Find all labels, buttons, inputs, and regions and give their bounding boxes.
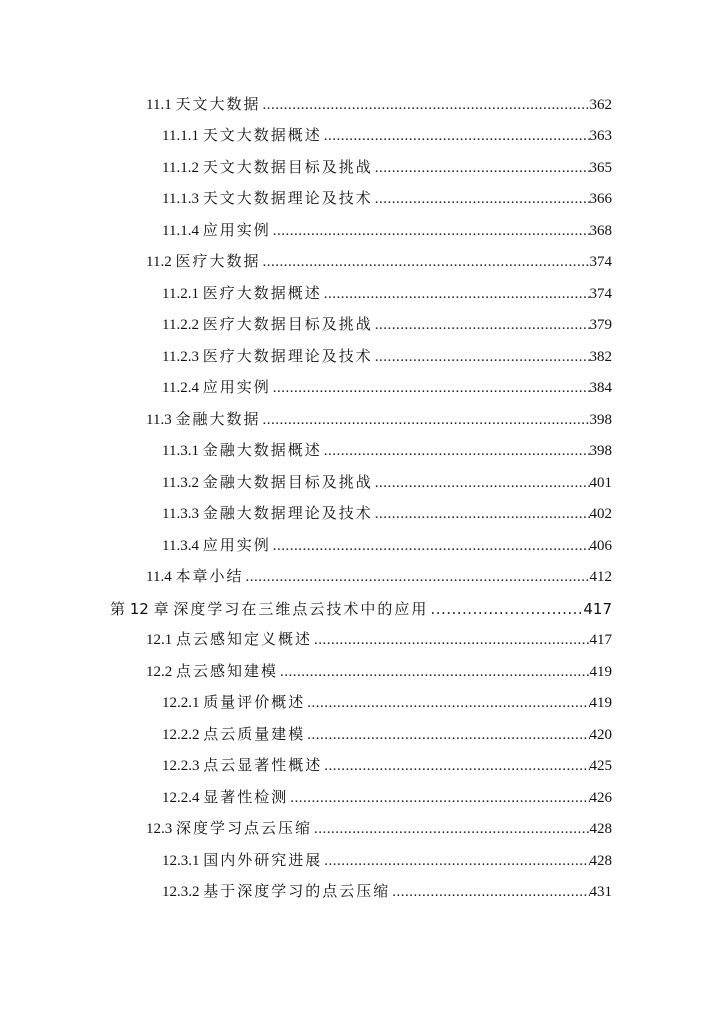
entry-number: 12.1 [146, 632, 173, 649]
dot-leader [262, 409, 589, 431]
entry-title: 医疗大数据目标及挑战 [202, 317, 373, 334]
entry-label [162, 535, 273, 557]
entry-page-number: 366 [589, 191, 612, 208]
entry-title: 应用实例 [202, 380, 271, 397]
dot-leader [375, 472, 590, 494]
entry-label [146, 629, 314, 651]
dot-leader [273, 377, 590, 399]
toc-entry[interactable] [146, 656, 612, 688]
entry-title: 金融大数据目标及挑战 [202, 474, 373, 491]
entry-number: 第 12 章 [110, 599, 169, 618]
entry-page-number: 426 [589, 789, 612, 806]
entry-title: 点云感知建模 [176, 663, 279, 680]
toc-entry[interactable] [162, 310, 612, 342]
entry-number: 11.1.2 [162, 159, 199, 176]
dot-leader [375, 188, 590, 210]
toc-entry[interactable] [162, 436, 612, 468]
entry-page-number: 382 [589, 348, 612, 365]
entry-page-number: 425 [589, 758, 612, 775]
entry-title: 应用实例 [202, 537, 271, 554]
entry-page-number: 428 [589, 821, 612, 838]
entry-page-number: 362 [589, 96, 612, 113]
entry-title: 点云质量建模 [203, 726, 306, 743]
entry-title: 天文大数据目标及挑战 [202, 159, 373, 176]
dot-leader [273, 220, 590, 242]
entry-page-number: 406 [589, 537, 612, 554]
entry-label [146, 818, 314, 840]
toc-entry[interactable] [146, 814, 612, 846]
entry-label [162, 314, 375, 336]
entry-number: 11.1.1 [162, 128, 199, 145]
entry-label [162, 472, 375, 494]
toc-entry[interactable] [162, 782, 612, 814]
entry-title: 显著性检测 [203, 789, 289, 806]
dot-leader [375, 314, 590, 336]
entry-label [146, 94, 262, 116]
entry-number: 12.2.1 [162, 695, 200, 712]
entry-label [162, 188, 375, 210]
dot-leader [375, 503, 590, 525]
entry-label [110, 598, 430, 620]
entry-label [146, 566, 245, 588]
dot-leader [430, 598, 583, 620]
dot-leader [273, 535, 590, 557]
entry-title: 国内外研究进展 [203, 852, 323, 869]
entry-title: 天文大数据 [175, 96, 261, 113]
entry-number: 12.2 [146, 663, 173, 680]
entry-title: 医疗大数据 [175, 254, 261, 271]
dot-leader [280, 661, 589, 683]
dot-leader [375, 157, 590, 179]
entry-number: 11.2.4 [162, 380, 199, 397]
toc-entry[interactable] [162, 467, 612, 499]
dot-leader [324, 850, 589, 872]
toc-entry[interactable] [162, 688, 612, 720]
toc-entry[interactable] [162, 530, 612, 562]
toc-entry[interactable] [162, 215, 612, 247]
entry-page-number: 419 [589, 663, 612, 680]
entry-label [162, 724, 307, 746]
entry-page-number: 374 [589, 285, 612, 302]
entry-number: 11.4 [146, 569, 172, 586]
entry-page-number: 365 [589, 159, 612, 176]
entry-label [146, 409, 262, 431]
entry-title: 天文大数据理论及技术 [202, 191, 373, 208]
entry-number: 12.3 [146, 821, 173, 838]
entry-number: 12.3.2 [162, 884, 200, 901]
entry-page-number: 428 [589, 852, 612, 869]
entry-number: 11.2.1 [162, 285, 199, 302]
entry-number: 11.1 [146, 96, 172, 113]
entry-title: 应用实例 [202, 222, 271, 239]
entry-number: 11.3.4 [162, 537, 199, 554]
entry-number: 11.3 [146, 411, 172, 428]
entry-label [162, 346, 375, 368]
toc-entry[interactable] [162, 152, 612, 184]
entry-title: 天文大数据概述 [202, 128, 322, 145]
toc-entry[interactable] [162, 845, 612, 877]
entry-page-number: 374 [589, 254, 612, 271]
entry-label [146, 251, 262, 273]
entry-page-number: 398 [589, 443, 612, 460]
entry-number: 11.3.1 [162, 443, 199, 460]
dot-leader [307, 724, 589, 746]
toc-entry[interactable] [162, 373, 612, 405]
entry-label [146, 661, 280, 683]
toc-entry[interactable] [162, 121, 612, 153]
entry-label [162, 850, 324, 872]
entry-page-number: 363 [589, 128, 612, 145]
toc-entry[interactable] [162, 719, 612, 751]
entry-label [162, 220, 273, 242]
entry-title: 深度学习点云压缩 [176, 821, 313, 838]
entry-page-number: 417 [583, 599, 612, 618]
entry-page-number: 401 [589, 474, 612, 491]
entry-label [162, 125, 324, 147]
dot-leader [314, 818, 589, 840]
toc-chapter-entry[interactable] [110, 593, 612, 625]
toc-entry[interactable] [146, 247, 612, 279]
entry-page-number: 417 [589, 632, 612, 649]
toc-entry[interactable] [146, 625, 612, 657]
entry-title: 质量评价概述 [203, 695, 306, 712]
entry-number: 12.3.1 [162, 852, 200, 869]
entry-number: 11.1.4 [162, 222, 199, 239]
dot-leader [245, 566, 589, 588]
toc-entry[interactable] [162, 341, 612, 373]
entry-label [162, 377, 273, 399]
entry-number: 11.2.3 [162, 348, 199, 365]
entry-label [162, 157, 375, 179]
dot-leader [375, 346, 590, 368]
dot-leader [324, 283, 590, 305]
entry-number: 12.2.2 [162, 726, 200, 743]
toc-entry[interactable] [146, 89, 612, 121]
toc-entry[interactable] [162, 499, 612, 531]
entry-title: 本章小结 [175, 569, 244, 586]
entry-label [162, 755, 324, 777]
toc-entry[interactable] [162, 751, 612, 783]
entry-page-number: 398 [589, 411, 612, 428]
entry-title: 医疗大数据概述 [202, 285, 322, 302]
entry-page-number: 431 [589, 884, 612, 901]
entry-label [162, 503, 375, 525]
entry-label [162, 787, 290, 809]
entry-page-number: 384 [589, 380, 612, 397]
toc-entry[interactable] [146, 404, 612, 436]
toc-entry[interactable] [162, 877, 612, 909]
entry-label [162, 283, 324, 305]
entry-title: 点云显著性概述 [203, 758, 323, 775]
dot-leader [290, 787, 589, 809]
dot-leader [392, 881, 589, 903]
entry-number: 11.2.2 [162, 317, 199, 334]
entry-page-number: 379 [589, 317, 612, 334]
entry-title: 金融大数据 [175, 411, 261, 428]
dot-leader [314, 629, 589, 651]
dot-leader [262, 94, 589, 116]
table-of-contents [0, 89, 724, 908]
dot-leader [262, 251, 589, 273]
entry-title: 金融大数据理论及技术 [202, 506, 373, 523]
dot-leader [307, 692, 589, 714]
entry-title: 基于深度学习的点云压缩 [203, 884, 391, 901]
entry-number: 12.2.4 [162, 789, 200, 806]
toc-entry[interactable] [146, 562, 612, 594]
entry-page-number: 419 [589, 695, 612, 712]
toc-entry[interactable] [162, 278, 612, 310]
entry-number: 11.3.2 [162, 474, 199, 491]
entry-title: 深度学习在三维点云技术中的应用 [173, 599, 429, 618]
toc-entry[interactable] [162, 184, 612, 216]
dot-leader [324, 125, 590, 147]
entry-title: 点云感知定义概述 [176, 632, 313, 649]
entry-page-number: 420 [589, 726, 612, 743]
entry-number: 11.1.3 [162, 191, 199, 208]
entry-number: 12.2.3 [162, 758, 200, 775]
entry-page-number: 368 [589, 222, 612, 239]
entry-label [162, 692, 307, 714]
entry-label [162, 440, 324, 462]
entry-number: 11.3.3 [162, 506, 199, 523]
entry-label [162, 881, 392, 903]
entry-title: 医疗大数据理论及技术 [202, 348, 373, 365]
dot-leader [324, 440, 590, 462]
entry-number: 11.2 [146, 254, 172, 271]
dot-leader [324, 755, 589, 777]
entry-page-number: 402 [589, 506, 612, 523]
entry-title: 金融大数据概述 [202, 443, 322, 460]
entry-page-number: 412 [589, 569, 612, 586]
